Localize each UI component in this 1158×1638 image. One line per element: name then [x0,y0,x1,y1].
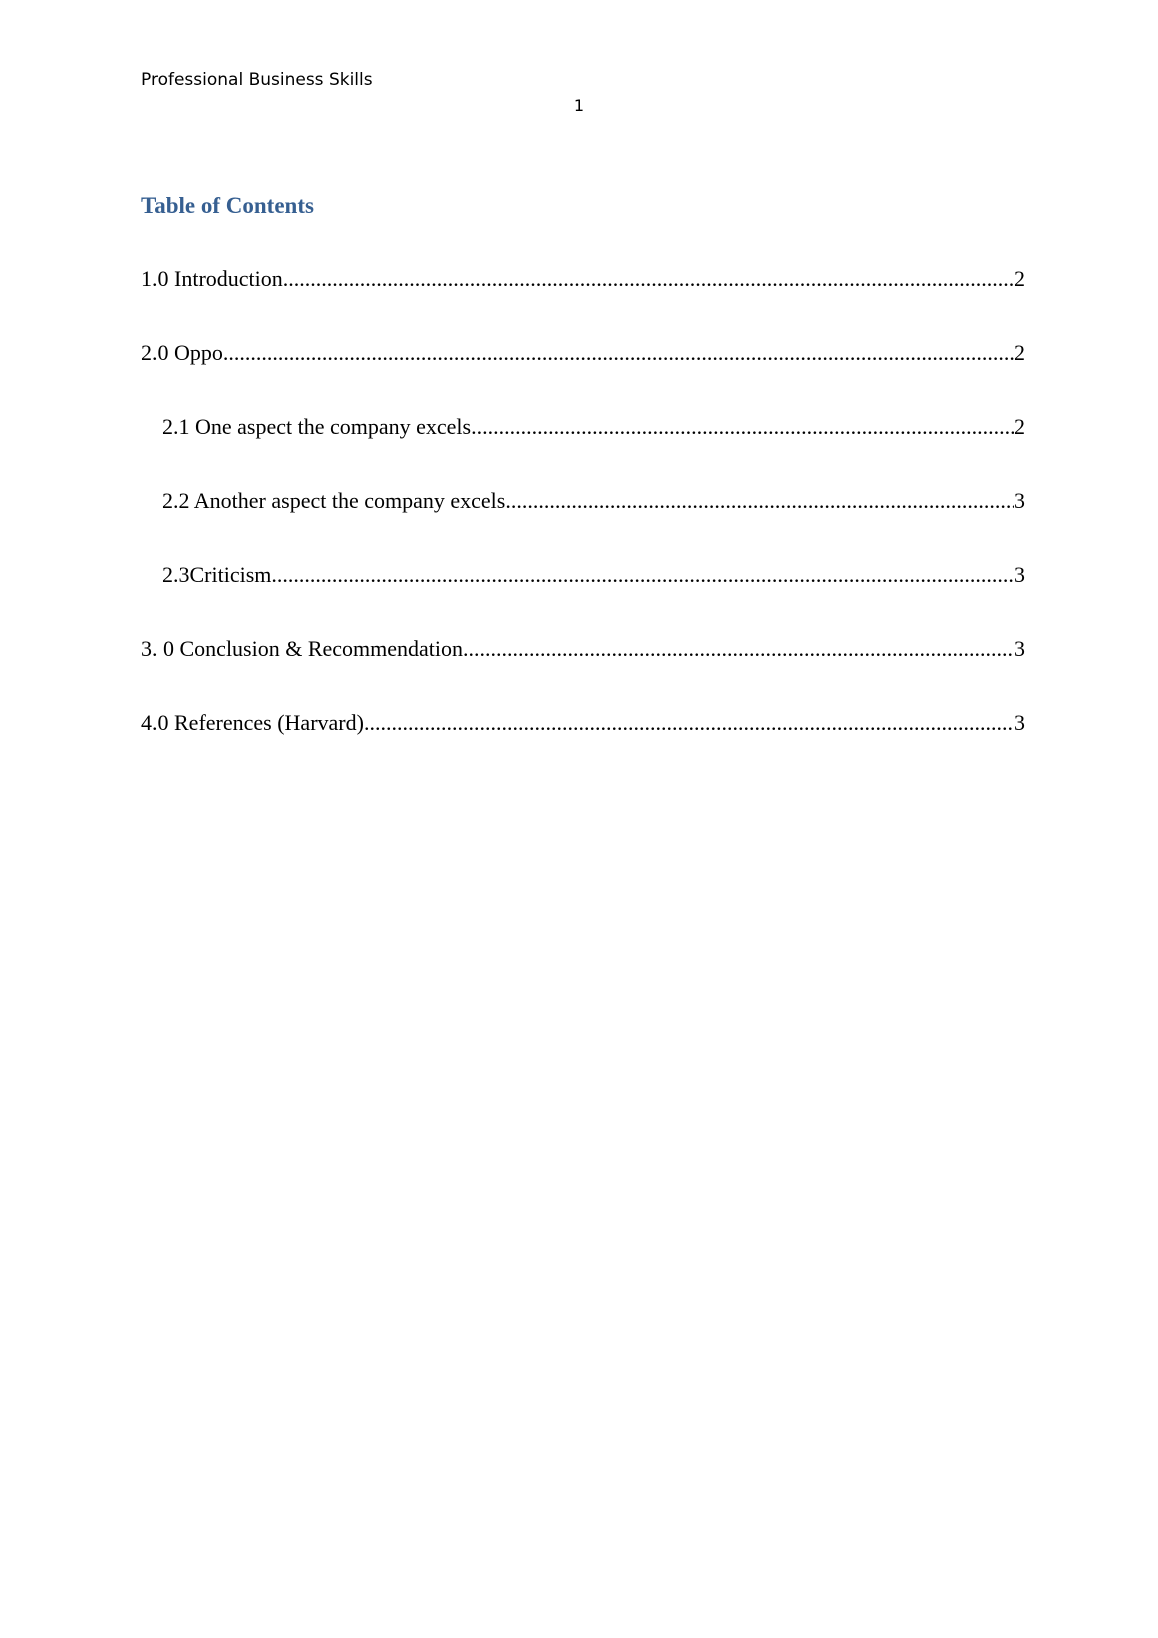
toc-entry-oppo[interactable] [141,340,1025,414]
toc-entry-label: Criticism [189,562,272,587]
toc-entry-page: 2 [1014,266,1025,291]
toc-entry-number: 2.3 [162,562,190,587]
table-of-contents [141,266,1025,784]
toc-entry-label: 3. 0 Conclusion & Recommendation [141,636,464,661]
toc-dot-leader [364,710,1014,736]
toc-entry-references[interactable] [141,710,1025,784]
toc-entry-one-aspect[interactable] [141,414,1025,488]
toc-entry-label: 2.1 One aspect the company excels [162,414,472,439]
toc-heading: Table of Contents [141,193,314,218]
toc-entry-page: 2 [1014,340,1025,365]
toc-dot-leader [471,414,1014,440]
toc-entry-label: 2.0 Oppo [141,340,223,365]
toc-entry-another-aspect[interactable] [141,488,1025,562]
toc-entry-page: 3 [1014,488,1025,513]
toc-entry-page: 3 [1014,710,1025,735]
toc-entry-page: 2 [1014,414,1025,439]
header-title: Professional Business Skills [141,70,373,90]
header-page-number: 1 [573,96,585,115]
toc-entry-page: 3 [1014,562,1025,587]
toc-entry-label: 1.0 Introduction [141,266,283,291]
toc-dot-leader [463,636,1014,662]
toc-entry-criticism[interactable] [141,562,1025,636]
toc-entry-conclusion[interactable] [141,636,1025,710]
toc-dot-leader [283,266,1014,292]
toc-entry-introduction[interactable] [141,266,1025,340]
toc-entry-page: 3 [1014,636,1025,661]
toc-dot-leader [271,562,1014,588]
toc-dot-leader [505,488,1014,514]
toc-entry-label: 2.2 Another aspect the company excels [162,488,506,513]
toc-entry-label: 4.0 References (Harvard) [141,710,364,735]
toc-dot-leader [223,340,1014,366]
